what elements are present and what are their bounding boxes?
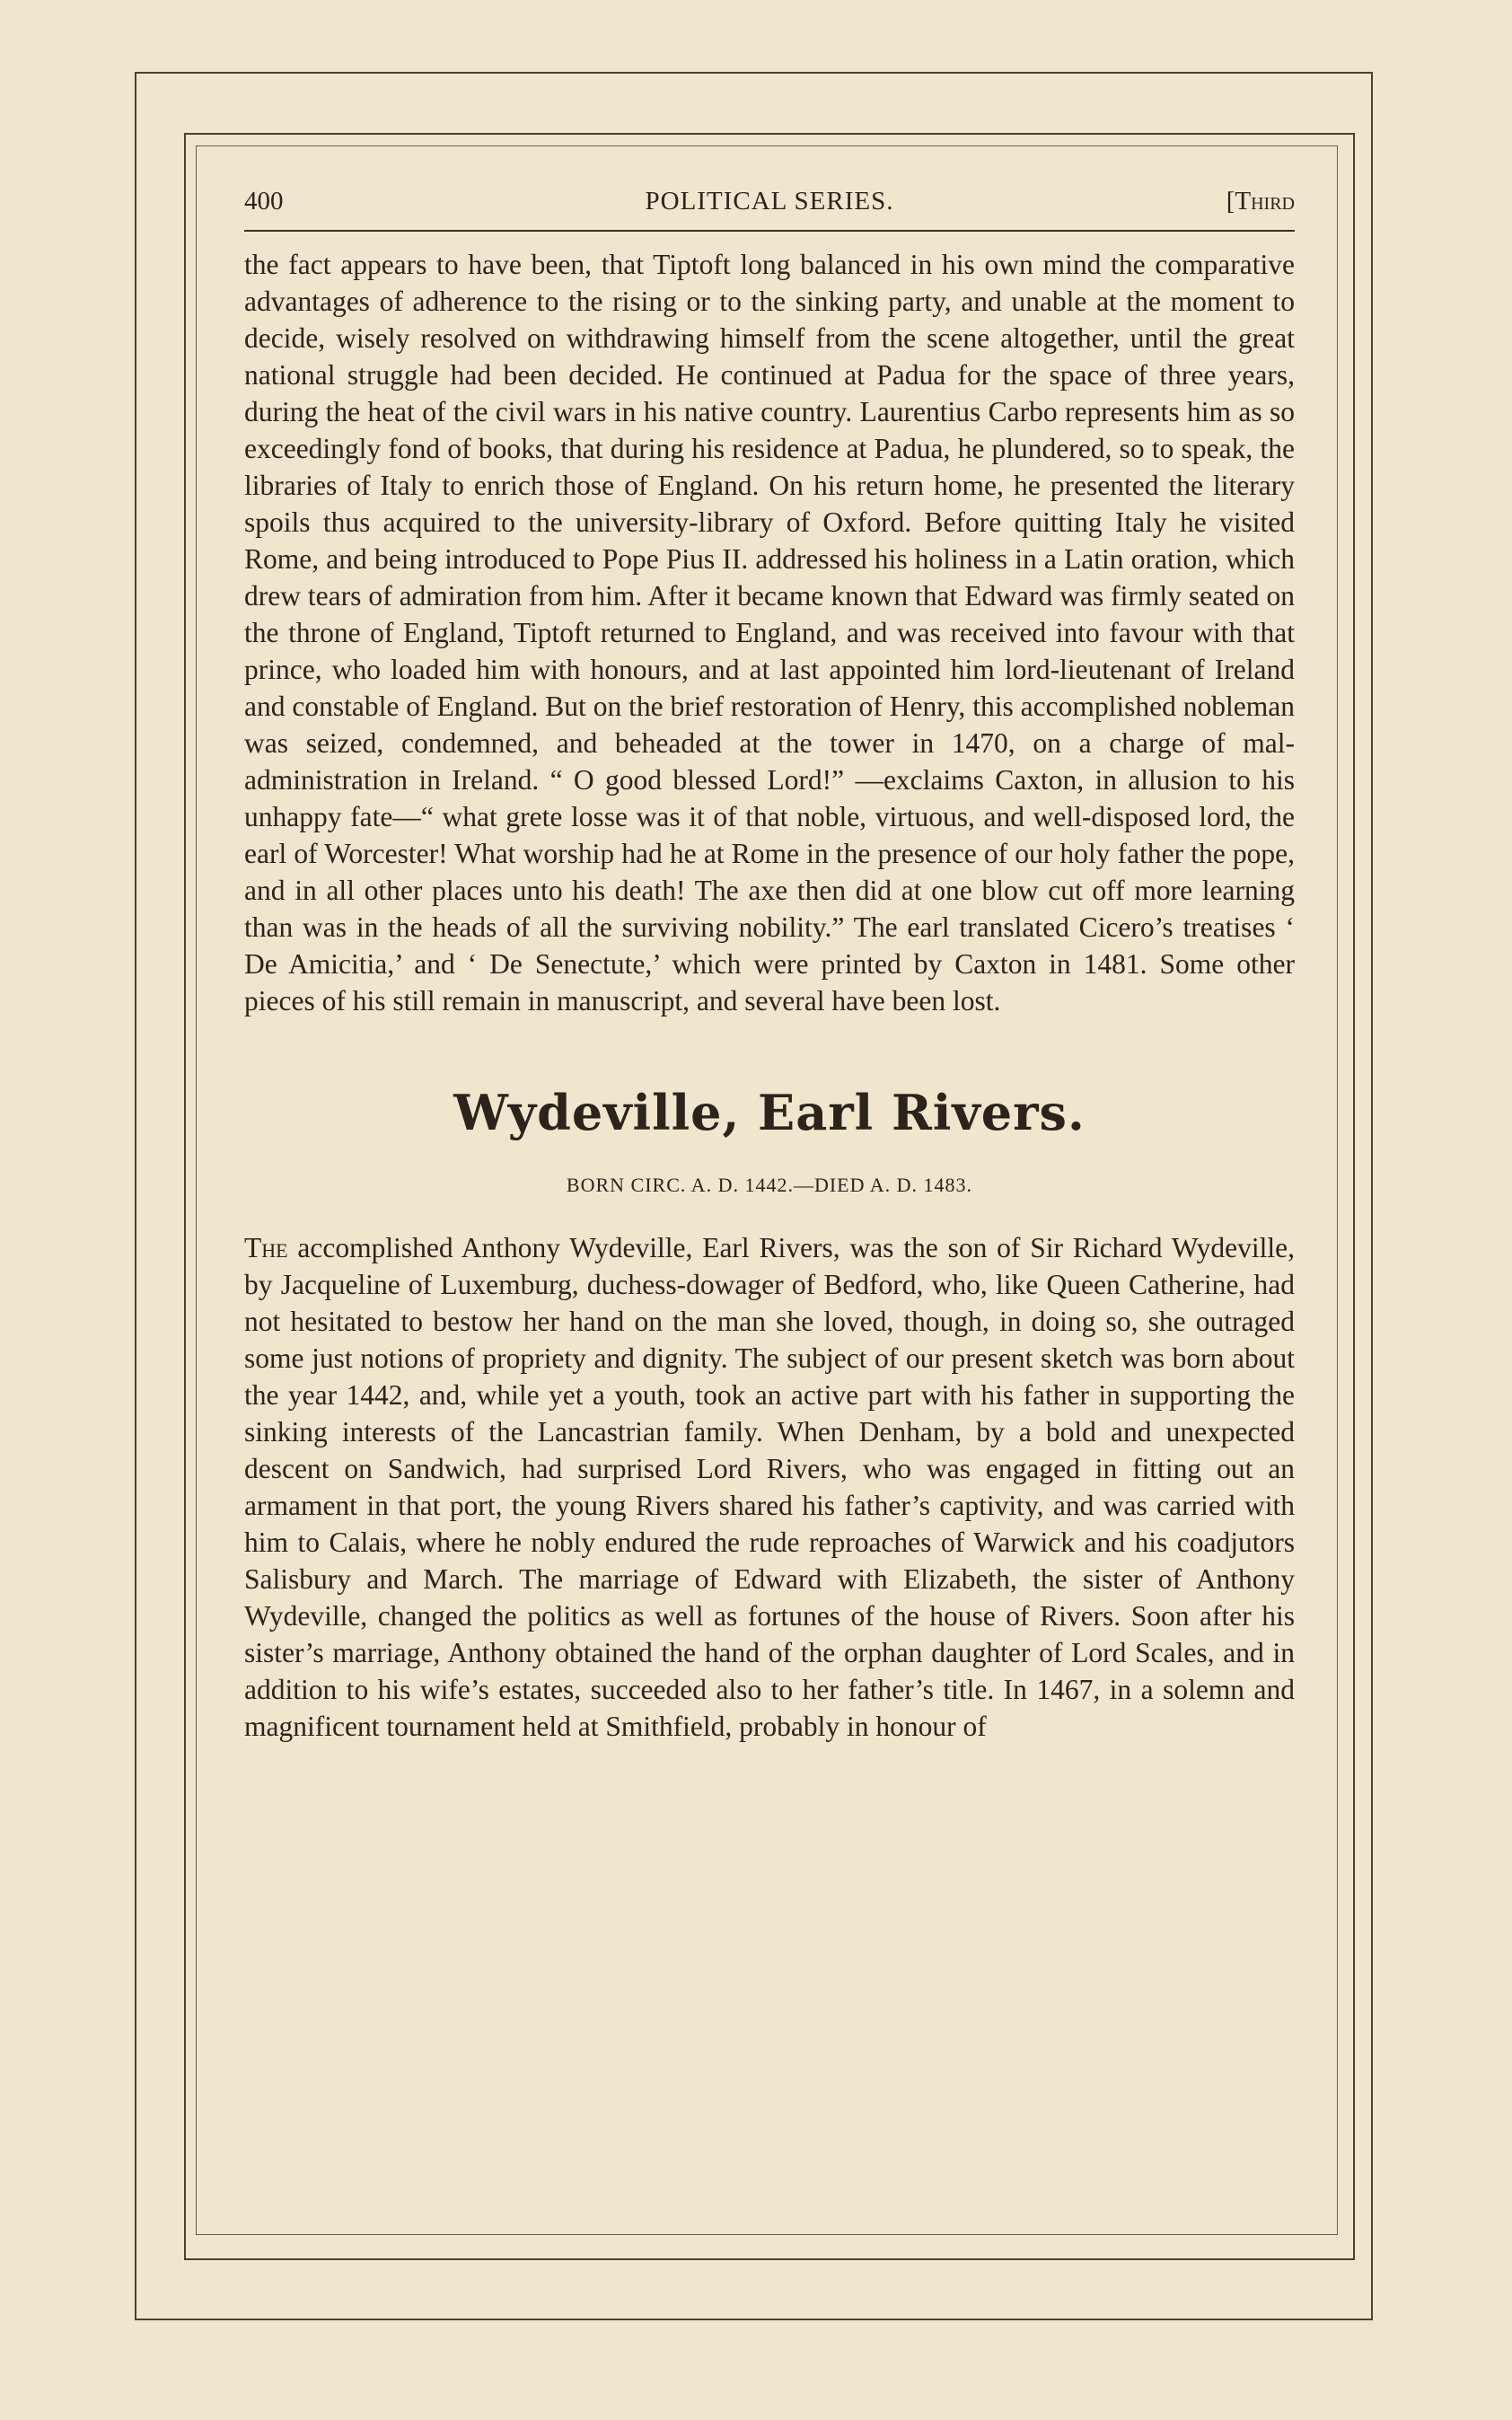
- section-heading: Wydeville, Earl Rivers.: [453, 1084, 1086, 1141]
- page-number: 400: [244, 187, 284, 216]
- section-dates: BORN CIRC. A. D. 1442.—DIED A. D. 1483.: [566, 1174, 973, 1196]
- body-paragraph-rivers: [244, 1197, 1295, 1745]
- body-paragraph-tiptoft: the fact appears to have been, that Tiptoft long balanced in his own mind the comparative advantages of adherence to the rising or to the sinking party, and unable at the moment to decide, wisely resolved on withdrawing himself from the scene altogether, until the great national struggle had been decided. He continued at Padua for the space of three years, during the heat of the civil wars in his native country. Laurentius Carbo represents him as so exceedingly fond of books, that during his residence at Padua, he plundered, so to speak, the libraries of Italy to enrich those of England. On his return home, he presented the literary spoils thus acquired to the university-library of Oxford. Before quitting Italy he visited Rome, and being introduced to Pope Pius II. addressed his holiness in a Latin oration, which drew tears of admiration from him. After it became known that Edward was firmly seated on the throne of England, Tiptoft returned to England, and was received into favour with that prince, who loaded him with honours, and at last appointed him lord-lieutenant of Ireland and constable of England. But on the brief restoration of Henry, this accomplished nobleman was seized, condemned, and beheaded at the tower in 1470, on a charge of mal-administration in Ireland. “ O good blessed Lord!” —exclaims Caxton, in allusion to his unhappy fate—“ what grete losse was it of that noble, virtuous, and well-disposed lord, the earl of Worcester! What worship had he at Rome in the presence of our holy father the pope, and in all other places unto his death! The axe then did at one blow cut off more learning than was in the heads of all the surviving nobility.” The earl translated Cicero’s treatises ‘ De Amicitia,’ and ‘ De Senectute,’ which were printed by Caxton in 1481. Some other pieces of his still remain in manuscript, and several have been lost.: [244, 249, 1295, 1016]
- paragraph-lead-word: The: [244, 1232, 288, 1263]
- running-title: POLITICAL SERIES.: [645, 187, 894, 216]
- paragraph-text: accomplished Anthony Wydeville, Earl Rivers, was the son of Sir Richard Wydeville, by Jacqueline of Luxemburg, duchess-dowager of Bedford, who, like Queen Catherine, had not hesitated to bestow her hand on the man she loved, though, in doing so, she outraged some just notions of propriety and dignity. The subject of our present sketch was born about the year 1442, and, while yet a youth, took an active part with his father in supporting the sinking interests of the Lancastrian family. When Denham, by a bold and unexpected descent on Sandwich, had surprised Lord Rivers, who was engaged in fitting out an armament in that port, the young Rivers shared his father’s captivity, and was carried with him to Calais, where he nobly endured the rude reproaches of Warwick and his coadjutors Salisbury and March. The marriage of Edward with Elizabeth, the sister of Anthony Wydeville, changed the politics as well as fortunes of the house of Rivers. Soon after his sister’s marriage, Anthony obtained the hand of the orphan daughter of Lord Scales, and in addition to his wife’s estates, succeeded also to her father’s title. In 1467, in a solemn and magnificent tournament held at Smithfield, probably in honour of: [244, 1232, 1295, 1742]
- running-head: [244, 176, 1295, 232]
- page-content: [244, 176, 1295, 1745]
- section-marker: [Third: [1226, 187, 1295, 216]
